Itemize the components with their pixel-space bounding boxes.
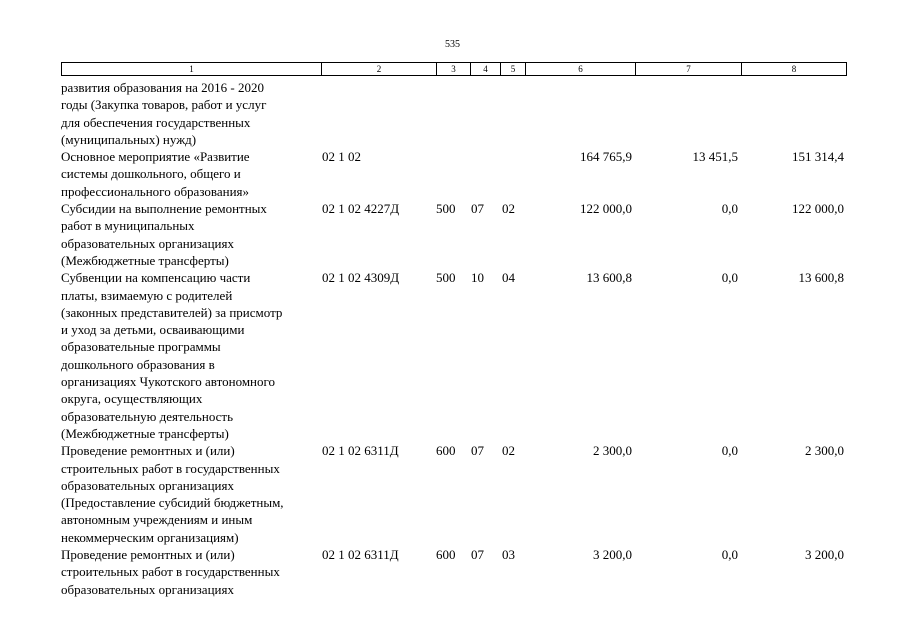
row-amount-col7: 0,0 xyxy=(721,270,738,286)
row-subsection: 02 xyxy=(502,443,515,459)
row-amount-col8: 122 000,0 xyxy=(792,201,844,217)
row-description: развития образования на 2016 - 2020 годы (Закупка товаров, работ и услуг для обеспечения государственных (муниципальных) нужд) xyxy=(61,80,267,147)
row-amount-total: 3 200,0 xyxy=(593,547,632,563)
row-amount-col7: 0,0 xyxy=(721,443,738,459)
row-subsection: 02 xyxy=(502,201,515,217)
table-row xyxy=(61,79,847,148)
row-amount-col8: 151 314,4 xyxy=(792,149,844,165)
header-col-2: 2 xyxy=(322,63,437,75)
row-amount-col8: 2 300,0 xyxy=(805,443,844,459)
row-target-code: 02 1 02 4227Д xyxy=(322,201,400,217)
row-section: 07 xyxy=(471,201,484,217)
row-expense-type: 500 xyxy=(436,270,456,286)
row-expense-type: 600 xyxy=(436,547,456,563)
row-expense-type: 500 xyxy=(436,201,456,217)
table-row xyxy=(61,269,847,442)
header-col-7: 7 xyxy=(636,63,742,75)
table-body xyxy=(61,79,847,598)
row-description: Основное мероприятие «Развитие системы дошкольного, общего и профессионального образования» xyxy=(61,149,250,199)
row-expense-type: 600 xyxy=(436,443,456,459)
row-description: Субвенции на компенсацию части платы, взимаемую с родителей (законных представителей) за присмотр и уход за детьми, осваивающими образовательные программы дошкольного образования в организациях Чукотского автономного округа, осуществляющих образовательную деятельность (Межбюджетные трансферты) xyxy=(61,270,283,441)
header-col-3: 3 xyxy=(437,63,471,75)
row-amount-total: 13 600,8 xyxy=(586,270,632,286)
header-col-4: 4 xyxy=(471,63,501,75)
table-row xyxy=(61,546,847,598)
row-subsection: 04 xyxy=(502,270,515,286)
page-number: 535 xyxy=(445,39,460,50)
row-target-code: 02 1 02 6311Д xyxy=(322,443,399,459)
table-row xyxy=(61,442,847,546)
row-target-code: 02 1 02 6311Д xyxy=(322,547,399,563)
table-header xyxy=(61,62,847,76)
row-description: Субсидии на выполнение ремонтных работ в муниципальных образовательных организациях (Межбюджетные трансферты) xyxy=(61,201,267,268)
header-col-6: 6 xyxy=(526,63,636,75)
row-amount-total: 122 000,0 xyxy=(580,201,632,217)
row-section: 10 xyxy=(471,270,484,286)
header-col-8: 8 xyxy=(791,64,797,74)
row-description: Проведение ремонтных и (или) строительных работ в государственных образовательных организациях xyxy=(61,547,280,597)
header-col-5: 5 xyxy=(501,63,526,75)
row-description: Проведение ремонтных и (или) строительных работ в государственных образовательных организациях (Предоставление субсидий бюджетным, автономным учреждениям и иным некоммерческим организациям) xyxy=(61,443,284,545)
header-col-1: 1 xyxy=(62,63,322,75)
row-amount-col8: 13 600,8 xyxy=(798,270,844,286)
row-target-code: 02 1 02 xyxy=(322,149,361,165)
row-amount-total: 2 300,0 xyxy=(593,443,632,459)
row-section: 07 xyxy=(471,443,484,459)
row-section: 07 xyxy=(471,547,484,563)
table-row xyxy=(61,200,847,269)
row-amount-col7: 0,0 xyxy=(721,547,738,563)
row-target-code: 02 1 02 4309Д xyxy=(322,270,400,286)
row-amount-col8: 3 200,0 xyxy=(805,547,844,563)
row-amount-col7: 0,0 xyxy=(721,201,738,217)
row-amount-total: 164 765,9 xyxy=(580,149,632,165)
row-subsection: 03 xyxy=(502,547,515,563)
table-row xyxy=(61,148,847,200)
row-amount-col7: 13 451,5 xyxy=(692,149,738,165)
